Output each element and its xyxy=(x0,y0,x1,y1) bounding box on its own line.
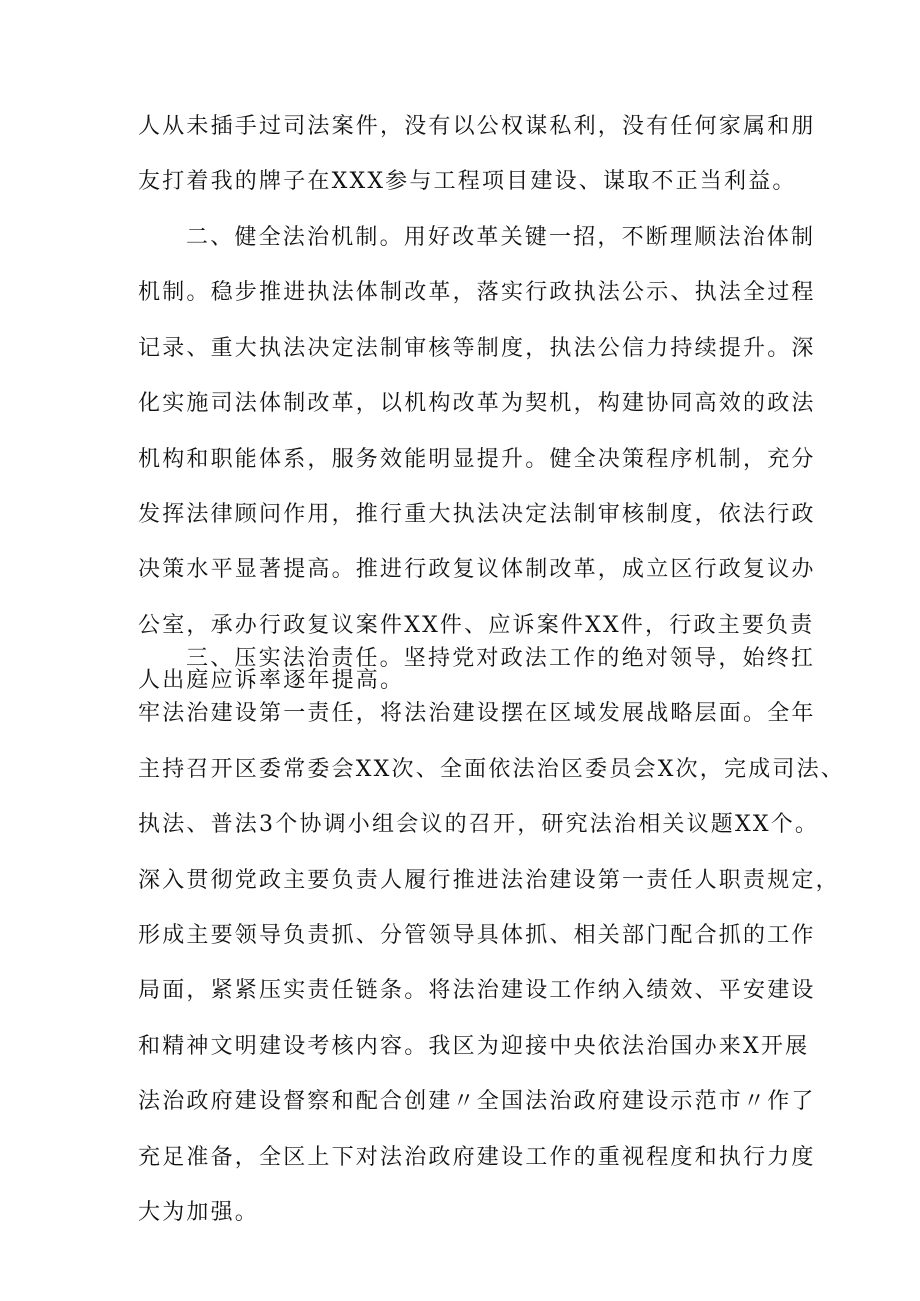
text-line: 牢法治建设第一责任，将法治建设摆在区域发展战略层面。全年 xyxy=(138,701,816,727)
text-line: 化实施司法体制改革，以机构改革为契机，构建协同高效的政法 xyxy=(138,391,816,417)
text-line: 深入贯彻党政主要负责人履行推进法治建设第一责任人职责规定， xyxy=(138,867,840,893)
text-line: 公室，承办行政复议案件XX件、应诉案件XX件，行政主要负责 xyxy=(138,612,815,638)
text-line: 主持召开区委常委会XX次、全面依法治区委员会X次，完成司法、 xyxy=(138,756,845,782)
text-line: 人出庭应诉率逐年提高。 xyxy=(138,668,405,694)
section-3-heading-line: 三、压实法治责任。坚持党对政法工作的绝对领导，始终扛 xyxy=(186,646,816,671)
text-line: 决策水平显著提高。推进行政复议体制改革，成立区行政复议办 xyxy=(138,557,816,583)
paragraph-section-3 xyxy=(138,631,845,1240)
text-line: 发挥法律顾问作用，推行重大执法决定法制审核制度，依法行政 xyxy=(138,501,816,527)
section-2-heading-line: 二、健全法治机制。用好改革关键一招，不断理顺法治体制 xyxy=(186,225,816,250)
text-line: 人从未插手过司法案件，没有以公权谋私利，没有任何家属和朋 xyxy=(138,114,816,139)
text-line: 局面，紧紧压实责任链条。将法治建设工作纳入绩效、平安建设 xyxy=(138,978,816,1004)
text-line: 充足准备，全区上下对法治政府建设工作的重视程度和执行力度 xyxy=(138,1144,816,1170)
text-line: 形成主要领导负责抓、分管领导具体抓、相关部门配合抓的工作 xyxy=(138,922,816,948)
text-line: 执法、普法3个协调小组会议的召开，研究法治相关议题XX个。 xyxy=(138,812,820,838)
text-line: 机构和职能体系，服务效能明显提升。健全决策程序机制，充分 xyxy=(138,446,816,472)
text-line: 友打着我的牌子在XXX参与工程项目建设、谋取不正当利益。 xyxy=(138,169,797,195)
paragraph-continuation xyxy=(138,99,816,210)
text-line: 机制。稳步推进执法体制改革，落实行政执法公示、执法全过程 xyxy=(138,280,816,306)
text-line: 和精神文明建设考核内容。我区为迎接中央依法治国办来X开展 xyxy=(138,1033,810,1059)
text-line: 法治政府建设督察和配合创建〃全国法治政府建设示范市〃作了 xyxy=(138,1089,816,1115)
text-line: 记录、重大执法决定法制审核等制度，执法公信力持续提升。深 xyxy=(138,335,816,361)
text-line: 大为加强。 xyxy=(138,1199,260,1225)
